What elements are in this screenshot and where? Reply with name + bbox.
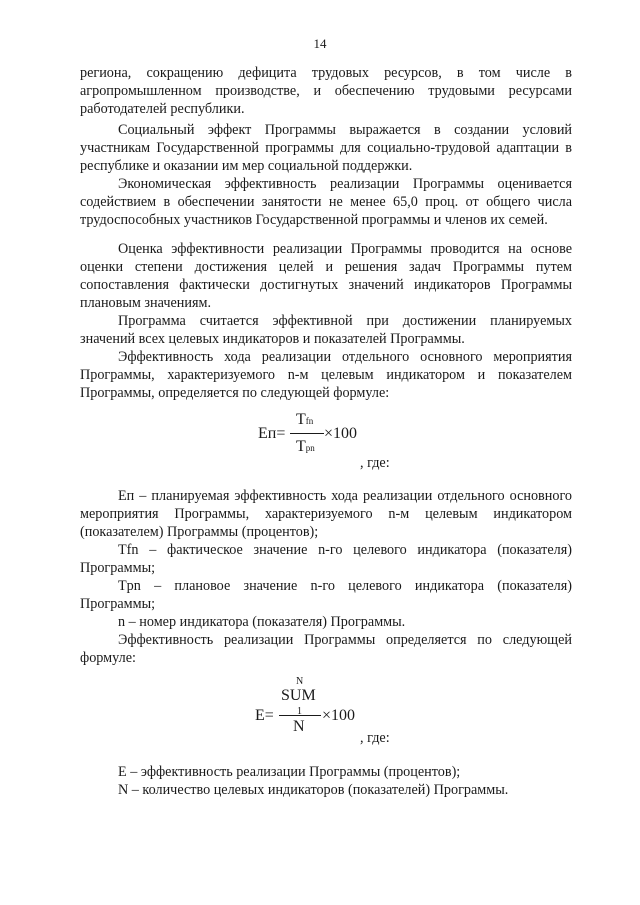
formula-e-upper-limit: N xyxy=(296,676,304,687)
formula-en-lhs: Еп= xyxy=(258,425,286,442)
paragraph-continuation: региона, сокращению дефицита трудовых ресурсов, в том числе в агропромышленном производстве, и обеспечению трудовыми ресурсами работодателей республики. xyxy=(80,65,572,117)
formula-e-sum: SUM xyxy=(281,687,316,704)
formula-e-multiplier: ×100 xyxy=(322,707,356,724)
paragraph-social-effect: Социальный эффект Программы выражается в создании условий участникам Государственной программы для социально-трудовой адаптации в республике и оказании им мер социальной поддержки. xyxy=(80,122,572,174)
formula-en-denominator-symbol: Т xyxy=(296,438,306,455)
definition-en: Еп – планируемая эффективность хода реализации отдельного основного мероприятия Программы, характеризуемого n-м целевым индикатором (показателем) Программы (процентов); xyxy=(80,488,572,540)
paragraph-formula2-intro: Эффективность реализации Программы определяется по следующей формуле: xyxy=(80,632,572,666)
formula-e-where: , где: xyxy=(360,730,390,746)
definition-tpn: Тpn – плановое значение n-го целевого индикатора (показателя) Программы; xyxy=(80,578,572,612)
formula-en-fraction-line xyxy=(290,433,324,434)
formula-en-denominator-sub: pn xyxy=(305,443,315,453)
formula-en-multiplier: ×100 xyxy=(324,425,358,442)
formula-en-numerator-sub: fn xyxy=(305,416,314,426)
paragraph-formula1-intro: Эффективность хода реализации отдельного основного мероприятия Программы, характеризуемого n-м целевым индикатором и показателем Программы, определяется по следующей формуле: xyxy=(80,349,572,401)
formula-e-lower-limit: 1 xyxy=(297,706,302,717)
page-number: 14 xyxy=(313,36,327,51)
paragraph-evaluation: Оценка эффективности реализации Программы проводится на основе оценки степени достижения целей и решения задач Программы путем сопоставления фактически достигнутых значений индикаторов Программы плановым значениям. xyxy=(80,241,572,311)
definition-nn: N – количество целевых индикаторов (показателей) Программы. xyxy=(118,782,509,798)
definition-n: n – номер индикатора (показателя) Программы. xyxy=(118,614,406,630)
formula-en-denominator xyxy=(296,438,315,456)
paragraph-effective-criteria: Программа считается эффективной при достижении планируемых значений всех целевых индикаторов и показателей Программы. xyxy=(80,313,572,347)
formula-e-lhs: Е= xyxy=(255,707,274,724)
formula-en-where: , где: xyxy=(360,455,390,471)
paragraph-economic-efficiency: Экономическая эффективность реализации Программы оценивается содействием в обеспечении занятости не менее 65,0 проц. от общего числа трудоспособных участников Государственной программы и членов их семей. xyxy=(80,176,572,228)
formula-e-denominator: N xyxy=(293,718,305,735)
formula-en-numerator-symbol: Т xyxy=(296,411,306,428)
definition-tfn: Тfn – фактическое значение n-го целевого индикатора (показателя) Программы; xyxy=(80,542,572,576)
definition-e: Е – эффективность реализации Программы (процентов); xyxy=(118,764,461,780)
formula-en-numerator xyxy=(296,411,313,429)
